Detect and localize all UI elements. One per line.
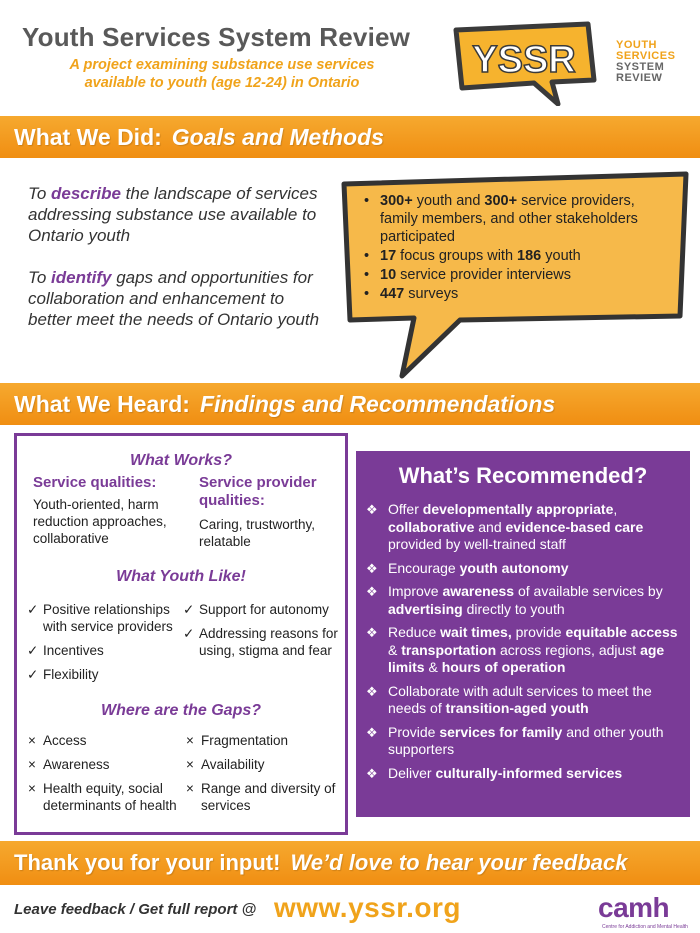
banner-title: What We Did: — [14, 124, 162, 150]
diamond-bullet-icon: ❖ — [366, 765, 378, 781]
gap-item: × Fragmentation — [183, 732, 347, 749]
goal-describe: To describe the landscape of services addressing substance use available to Ontario youth — [28, 184, 318, 245]
recommendation-item: ❖ Provide services for family and other youth supporters — [366, 723, 664, 757]
section-banner-what-we-did — [0, 116, 700, 158]
youth-like-item: ✓ Positive relationships with service providers — [25, 601, 191, 635]
findings-panel — [14, 433, 348, 835]
banner-title: What We Heard: — [14, 391, 190, 417]
provider-qualities-text: Caring, trustworthy, relatable — [199, 517, 316, 549]
youth-like-heading: What Youth Like! — [116, 568, 246, 585]
method-item: • 300+ youth and 300+ service providers, family members, and other stakeholders participated — [362, 192, 672, 246]
gaps-list-right — [183, 732, 347, 821]
recommendations-panel — [356, 451, 690, 817]
section-banner-what-we-heard — [0, 383, 700, 425]
youth-like-list-left — [25, 601, 191, 690]
what-works-heading: What Works? — [130, 452, 232, 469]
service-qualities-text: Youth-oriented, harm reduction approaches, collaborative — [33, 497, 167, 546]
logo-line-3: SYSTEM — [616, 61, 665, 73]
goals-text — [28, 183, 328, 351]
recommendations-list — [366, 501, 684, 788]
goal-identify: To identify gaps and opportunities for collaboration and enhancement to better meet the needs of Ontario youth — [28, 268, 320, 329]
service-qualities-heading: Service qualities: — [33, 474, 157, 491]
diamond-bullet-icon: ❖ — [366, 502, 378, 517]
gap-item: × Range and diversity of services — [183, 780, 347, 814]
provider-qualities-heading: Service provider qualities: — [199, 474, 317, 509]
gap-item: × Access — [25, 732, 187, 749]
methods-list — [362, 192, 672, 304]
youth-like-item: ✓ Addressing reasons for using, stigma and fear — [181, 625, 347, 659]
recommendation-item: ❖ Encourage youth autonomy — [366, 559, 569, 576]
logo-line-4: REVIEW — [616, 72, 663, 84]
gaps-heading: Where are the Gaps? — [100, 702, 262, 719]
page-subtitle — [22, 56, 422, 92]
gaps-list-left — [25, 732, 187, 821]
banner-title-italic: Findings and Recommendations — [199, 391, 556, 417]
logo-line-2: SERVICES — [616, 50, 676, 62]
thank-you-banner — [0, 841, 700, 885]
footer — [0, 888, 700, 933]
yssr-logo-icon — [448, 20, 598, 106]
youth-like-item: ✓ Support for autonomy — [181, 601, 347, 618]
logo-line-1: YOUTH — [616, 39, 657, 51]
youth-like-item: ✓ Flexibility — [25, 666, 191, 683]
recommendation-item: ❖ Reduce wait times, provide equitable access & transportation across regions, adjust age limits & hours of operation — [366, 624, 678, 675]
camh-logo-subtitle: Centre for Addiction and Mental Health — [602, 924, 688, 930]
gap-item: × Availability — [183, 756, 347, 773]
subtitle-line-2: available to youth (age 12-24) in Ontario — [84, 75, 360, 91]
thanks-text: Thank you for your input! — [14, 850, 281, 875]
keyword-describe: describe — [51, 184, 121, 203]
method-item: • 17 focus groups with 186 youth — [362, 247, 672, 265]
yssr-logo — [448, 20, 598, 106]
gap-item: × Health equity, social determinants of health — [25, 780, 187, 814]
recommendation-item: ❖ Collaborate with adult services to meet the needs of transition-aged youth — [366, 682, 652, 716]
keyword-identify: identify — [51, 268, 112, 287]
gap-item: × Awareness — [25, 756, 187, 773]
methods-speech-bubble — [340, 170, 690, 380]
youth-like-item: ✓ Incentives — [25, 642, 191, 659]
banner-title-italic: Goals and Methods — [171, 124, 384, 150]
diamond-bullet-icon: ❖ — [366, 625, 378, 640]
recommendation-item: ❖ Deliver culturally-informed services — [366, 764, 623, 781]
recommendation-item: ❖ Improve awareness of available services by advertising directly to youth — [366, 583, 663, 617]
header — [0, 0, 700, 112]
diamond-bullet-icon: ❖ — [366, 560, 378, 576]
website-link[interactable]: www.yssr.org — [274, 892, 462, 923]
logo-mark-text: YSSR — [472, 39, 576, 81]
recommendations-title: What’s Recommended? — [398, 463, 648, 488]
method-item: • 10 service provider interviews — [362, 266, 672, 284]
thanks-text-italic: We’d love to hear your feedback — [290, 850, 628, 875]
subtitle-line-1: A project examining substance use services — [69, 57, 375, 73]
footer-lead-text: Leave feedback / Get full report @ — [14, 901, 257, 918]
camh-logo: camh — [598, 892, 670, 923]
recommendation-item: ❖ Offer developmentally appropriate, collaborative and evidence-based care provided by well-trained staff — [366, 501, 644, 552]
youth-like-list-right — [181, 601, 347, 666]
diamond-bullet-icon: ❖ — [366, 683, 378, 699]
page-title: Youth Services System Review — [22, 22, 411, 52]
method-item: • 447 surveys — [362, 285, 672, 303]
diamond-bullet-icon: ❖ — [366, 584, 378, 599]
logo-wordmark — [616, 40, 675, 84]
diamond-bullet-icon: ❖ — [366, 724, 378, 740]
